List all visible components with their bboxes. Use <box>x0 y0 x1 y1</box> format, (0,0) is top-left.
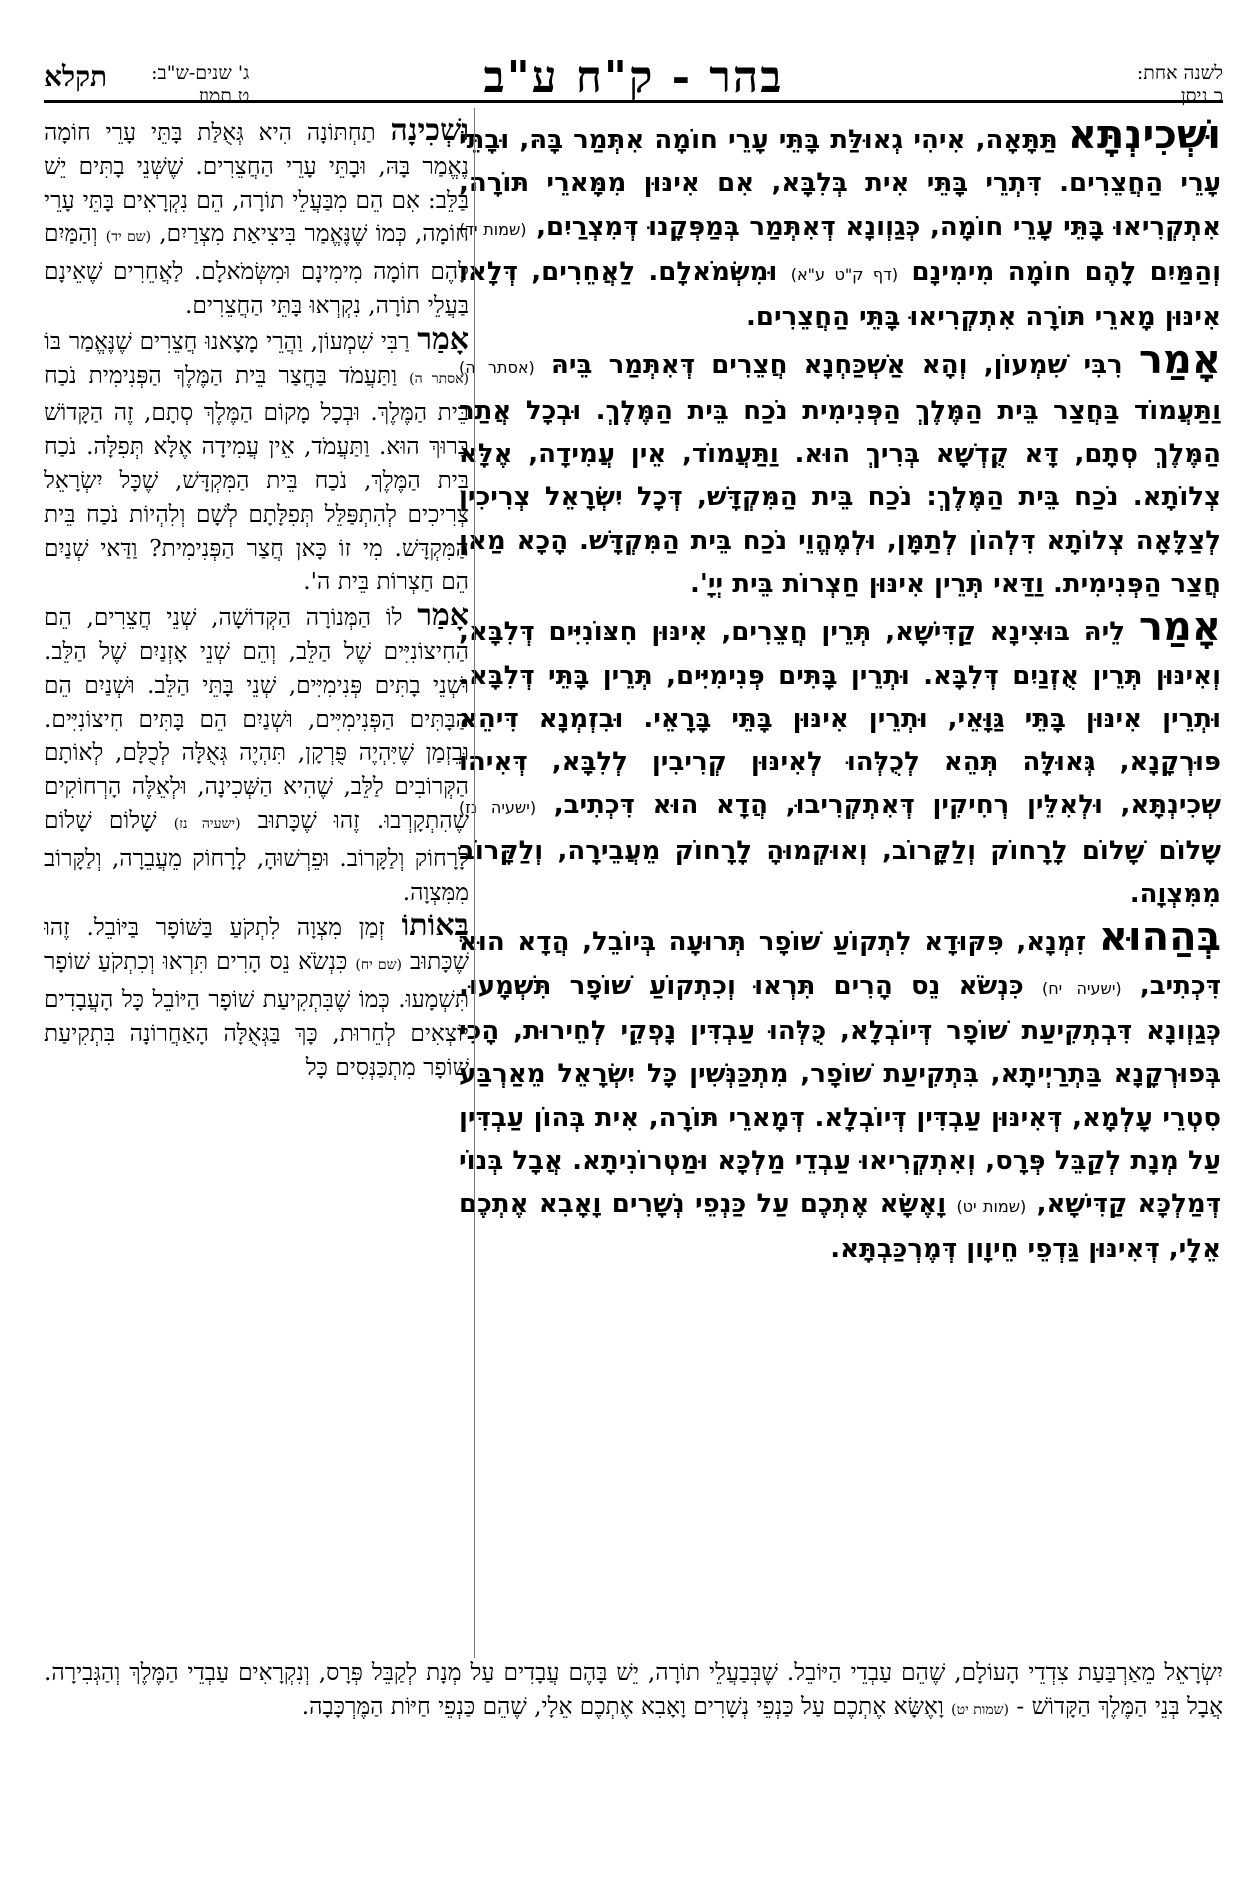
opening-word: בְּאוֹתוֹ <box>401 908 469 944</box>
page-header <box>44 48 1223 108</box>
three-year-date: ט תמוז <box>198 85 250 107</box>
source-ref: (שם יח) <box>355 957 402 974</box>
source-ref: (ישעיה נז) <box>173 815 241 832</box>
source-ref: (ישעיה יח) <box>1041 978 1122 998</box>
main-paragraph-4: בְּהַהוּא זִמְנָא, פִּקּוּדָא לִתְקוֹעַ שׁוֹפָר תְּרוּעָה בְּיוֹבֵל, הֲדָא הוּא דִּכְתִיב, (ישעיה יח) כִּנְשֹׂא נֵס הָרִים תִּרְאוּ וְכִתְקוֹעַ שׁוֹפָר תִּשְׁמָעוּ. כְּגַוְונָא דִּבְתְקִיעַת שׁוֹפָר דְּיוֹבְלָא, כֻּלְּהוּ עַבְדִּין נָפְקֵי לְחֵירוּת, הָכִי בְּפוּרְקָנָא בַּתְרַיְיתָא, בִּתְקִיעַת שׁוֹפָר, מִתְכַּנְּשִׁין כָּל יִשְׂרָאֵל מֵאַרְבַּע סִטְרֵי עָלְמָא, דְּאִינּוּן עַבְדִּין דְּיוֹבְלָא. דְּמָארֵי תּוֹרָה, אִית בְּהוֹן עַבְדִּין עַל מְנָת לְקַבֵּל פְּרָס, וְאִתְקְרִיאוּ עַבְדֵי מַלְכָּא וּמַטְרוֹנִיתָא. אֲבָל בְּנוֹי דְּמַלְכָּא קַדִּישָׁא, (שמות יט) וָאֶשָּׂא אֶתְכֶם עַל כַּנְפֵי נְשָׁרִים וָאָבִא אֶתְכֶם אֵלָי, דְּאִינּוּן גַּדְפֵי חֵיוָון דְּמֶרְכַּבְתָּא. <box>459 914 1221 1265</box>
opening-word: וּשְׁכִינְתָּא <box>1067 114 1221 158</box>
opening-word: אָמַר <box>417 598 469 634</box>
three-year-label: ג' שנים-ש"ב: <box>151 62 250 84</box>
source-ref: (שם יד) <box>105 229 152 246</box>
opening-word: אָמַר <box>417 321 469 357</box>
source-ref: (אסתר ה) <box>409 370 469 387</box>
source-ref: (דף ק"ט ע"א) <box>790 264 899 284</box>
opening-word: אָמַר <box>1138 604 1221 651</box>
main-paragraph-1: וּשְׁכִינְתָּא תַּתָּאָה, אִיהִי גְאוּלַּת בָּתֵּי עָרֵי חוֹמָה אִתְּמַר בָּהּ, וּבָתֵּי עָרֵי הַחֲצֵרִים. דִּתְרֵי בָּתֵּי אִית בְּלִבָּא, אִם אִינּוּן מִמָּארֵי תּוֹרָה, אִתְקְרִיאוּ בָּתֵּי עָרֵי חוֹמָה, כְּגַוְונָא דְּאִתְּמַר בְּמַפְּקָנוּ דְּמִצְרַיִם, (שמות יד) וְהַמַּיִם לָהֶם חוֹמָה מִימִינָם (דף ק"ט ע"א) וּמִשְּׂמֹאלָם. לַאֲחֵרִים, דְּלָאו אִינּוּן מָארֵי תּוֹרָה אִתְקְרִיאוּ בָּתֵּי הַחֲצֵרִים. <box>459 114 1221 333</box>
source-ref: (שמות יד) <box>459 219 527 239</box>
side-paragraph-3: אָמַר לוֹ הַמְּנוֹרָה הַקְּדוֹשָׁה, שְׁנֵי חֲצֵרִים, הֵם הַחִיצוֹנִיִּים שֶׁל הַלֵּב, וְהֵם שְׁנֵי אָזְנַיִם שֶׁל הַלֵּב. וּשְׁנֵי בָתִּים פְּנִימִיִּים, שְׁנֵי בָּתֵּי הַלֵּב. וּשְׁנַיִם הֵם הַבָּתִּים הַפְּנִימִיִּים, וּשְׁנַיִם הֵם בָּתִּים חִיצוֹנִיִּים. וּבִזְמַן שֶׁיִּהְיֶה פֻּרְקָן, תִּהְיֶה גְּאֻלָּה לְכֻלָּם, לְאוֹתָם הַקְּרוֹבִים לַלֵּב, שֶׁהִיא הַשְּׁכִינָה, וּלְאֵלֶּה הָרְחוֹקִים שֶׁהִתְקָרְבוּ. זֶהוּ שֶׁכָּתוּב (ישעיה נז) שָׁלוֹם שָׁלוֹם לָרָחוֹק וְלַקָּרוֹב. וּפֵרְשׁוּהָ, לָרָחוֹק מֵעֲבֵרָה, וְלַקָּרוֹב מִמִּצְוָה. <box>44 598 469 906</box>
header-rule <box>44 100 1223 103</box>
source-ref: (אסתר ה) <box>459 358 535 378</box>
aramaic-column <box>459 114 1221 1654</box>
side-paragraph-1: וּשְׁכִינָה תַחְתּוֹנָה הִיא גְּאֻלַּת בָּתֵּי עָרֵי חוֹמָה נֶאֱמַר בָּהּ, וּבָתֵּי עָרֵי הַחֲצֵרִים. שֶׁשְּׁנֵי בָתִּים יֵשׁ בַּלֵּב: אִם הֵם מִבַּעֲלֵי תוֹרָה, הֵם נִקְרָאִים בָּתֵּי עָרֵי חוֹמָה, כְּמוֹ שֶׁנֶּאֱמַר בִּיצִיאַת מִצְרַיִם, (שם יד) וְהַמַּיִם לָהֶם חוֹמָה מִימִינָם וּמִשְּׂמֹאלָם. לַאֲחֵרִים שֶׁאֵינָם בַּעֲלֵי תוֹרָה, נִקְרְאוּ בָּתֵּי הַחֲצֵרִים. <box>44 114 469 319</box>
side-paragraph-2: אָמַר רַבִּי שִׁמְעוֹן, וַהֲרֵי מָצָאנוּ חֲצֵרִים שֶׁנֶּאֱמַר בּוֹ (אסתר ה) וַתַּעֲמֹד בַּחֲצַר בֵּית הַמֶּלֶךְ הַפְּנִימִית נֹכַח בֵּית הַמֶּלֶךְ. וּבְכָל מָקוֹם הַמֶּלֶךְ סְתָם, זֶה הַקָּדוֹשׁ בָּרוּךְ הוּא. וַתַּעֲמֹד, אֵין עֲמִידָה אֶלָּא תְּפִלָּה. נֹכַח בֵּית הַמֶּלֶךְ, נֹכַח בֵּית הַמִּקְדָּשׁ, שֶׁכָּל יִשְׂרָאֵל צְרִיכִים לְהִתְפַּלֵּל תְּפִלָּתָם לְשָׁם וְלִהְיוֹת נֹכַח בֵּית הַמִּקְדָּשׁ. מִי זוֹ כָּאן חֲצַר הַפְּנִימִית? וַדַּאי שְׁנַיִם הֵם חַצְרוֹת בֵּית ה'. <box>44 321 469 596</box>
source-ref: (שמות יט) <box>951 1701 1009 1718</box>
opening-word: בְּהַהוּא <box>1098 914 1221 961</box>
side-paragraph-4: בְּאוֹתוֹ זְמַן מִצְוָה לִתְקֹעַ בַּשּׁוֹפָר בַּיּוֹבֵל. זֶהוּ שֶׁכָּתוּב (שם יח) כִּנְשֹׂא נֵס הָרִים תִּרְאוּ וְכִתְקֹעַ שׁוֹפָר תִּשְׁמָעוּ. כְּמוֹ שֶׁבִּתְקִיעַת שׁוֹפָר הַיּוֹבֵל כָּל הָעֲבָדִים יוֹצְאִים לְחֵרוּת, כָּךְ בַּגְּאֻלָּה הָאַחֲרוֹנָה בִּתְקִיעַת שׁוֹפָר מִתְכַּנְּסִים כָּל <box>44 908 469 1081</box>
one-year-label: לשנה אחת: <box>1136 62 1223 84</box>
page-number: תקלא <box>44 60 108 93</box>
opening-word: אָמַר <box>1138 337 1221 384</box>
page-title: בהר - ק"ח ע"ב <box>483 52 784 103</box>
source-ref: (ישעיה נז) <box>459 798 537 818</box>
bottom-continuation: יִשְׂרָאֵל מֵאַרְבַּעַת צִדְדֵי הָעוֹלָם, שֶׁהֵם עַבְדֵי הַיּוֹבֵל. שֶׁבְּבַעֲלֵי תוֹרָה, יֵשׁ בָּהֶם עֲבָדִים עַל מְנָת לְקַבֵּל פְּרָס, וְנִקְרָאִים עַבְדֵי הַמֶּלֶךְ וְהַגְּבִירָה. אֲבָל בְּנֵי הַמֶּלֶךְ הַקָּדוֹשׁ - (שמות יט) וָאֶשָּׂא אֶתְכֶם עַל כַּנְפֵי נְשָׁרִים וָאָבִא אֶתְכֶם אֵלָי, שֶׁהֵם כַּנְפֵי חַיּוֹת הַמֶּרְכָּבָה. <box>44 1659 1223 1720</box>
source-ref: (שמות יט) <box>956 1197 1027 1217</box>
main-paragraph-3: אָמַר לֵיהּ בּוּצִינָא קַדִּישָׁא, תְּרֵין חֲצֵרִים, אִינּוּן חִצּוֹנִיִּים דְּלִבָּא, וְאִינּוּן תְּרֵין אֻזְנַיִם דְּלִבָּא. וּתְרֵין בָּתִּים פְּנִימִיִּים, תְּרֵין בָּתֵּי דְּלִבָּא. וּתְרֵין אִינּוּן בָּתֵּי גַּוָּאֵי, וּתְרֵין אִינּוּן בָּתֵּי בָּרָאֵי. וּבִזְמְנָא דִּיהֵא פּוּרְקָנָא, גְּאוּלָּה תְּהֵא לְכֻלְּהוּ לְאִינּוּן קְרִיבִין לְלִבָּא, דְּאִיהוּ שְׁכִינְתָּא, וּלְאִלֵּין רְחִיקִין דְּאִתְקְרִיבוּ, הֲדָא הוּא דִּכְתִיב, (ישעיה נז) שָׁלוֹם שָׁלוֹם לָרָחוֹק וְלַקָּרוֹב, וְאוּקְמוּהָ לָרָחוֹק מֵעֲבֵירָה, וְלַקָּרוֹב מִמִּצְוָה. <box>459 604 1221 910</box>
one-year-date: כ ניסן <box>1180 85 1223 107</box>
main-paragraph-2: אָמַר רִבִּי שִׁמְעוֹן, וְהָא אַשְׁכַּחְנָא חֲצֵרִים דְּאִתְּמַר בֵּיהּ (אסתר ה) וַתַּעֲמוֹד בַּחֲצַר בֵּית הַמֶּלֶךְ הַפְּנִימִית נֹכַח בֵּית הַמֶּלֶךְ. וּבְכָל אֲתַר הַמֶּלֶךְ סְתָם, דָּא קֻדְשָׁא בְּרִיךְ הוּא. וַתַּעֲמוֹד, אֵין עֲמִידָה, אֶלָּא צְלוֹתָא. נֹכַח בֵּית הַמֶּלֶךְ: נֹכַח בֵּית הַמִּקְדָּשׁ, דְּכָל יִשְׂרָאֵל צְרִיכִין לְצַלָּאָה צְלוֹתָא דִּלְהוֹן לְתַמָּן, וּלְמֶהֱוֵי נֹכַח בֵּית הַמִּקְדָּשׁ. הָכָא מַאן חֲצַר הַפְּנִימִית. וַדַּאי תְּרֵין אִינּוּן חַצְרוֹת בֵּית יְיָ'. <box>459 337 1221 599</box>
opening-word: וּשְׁכִינָה <box>390 114 469 148</box>
hebrew-translation-column <box>44 114 469 1664</box>
column-divider <box>474 108 475 1658</box>
